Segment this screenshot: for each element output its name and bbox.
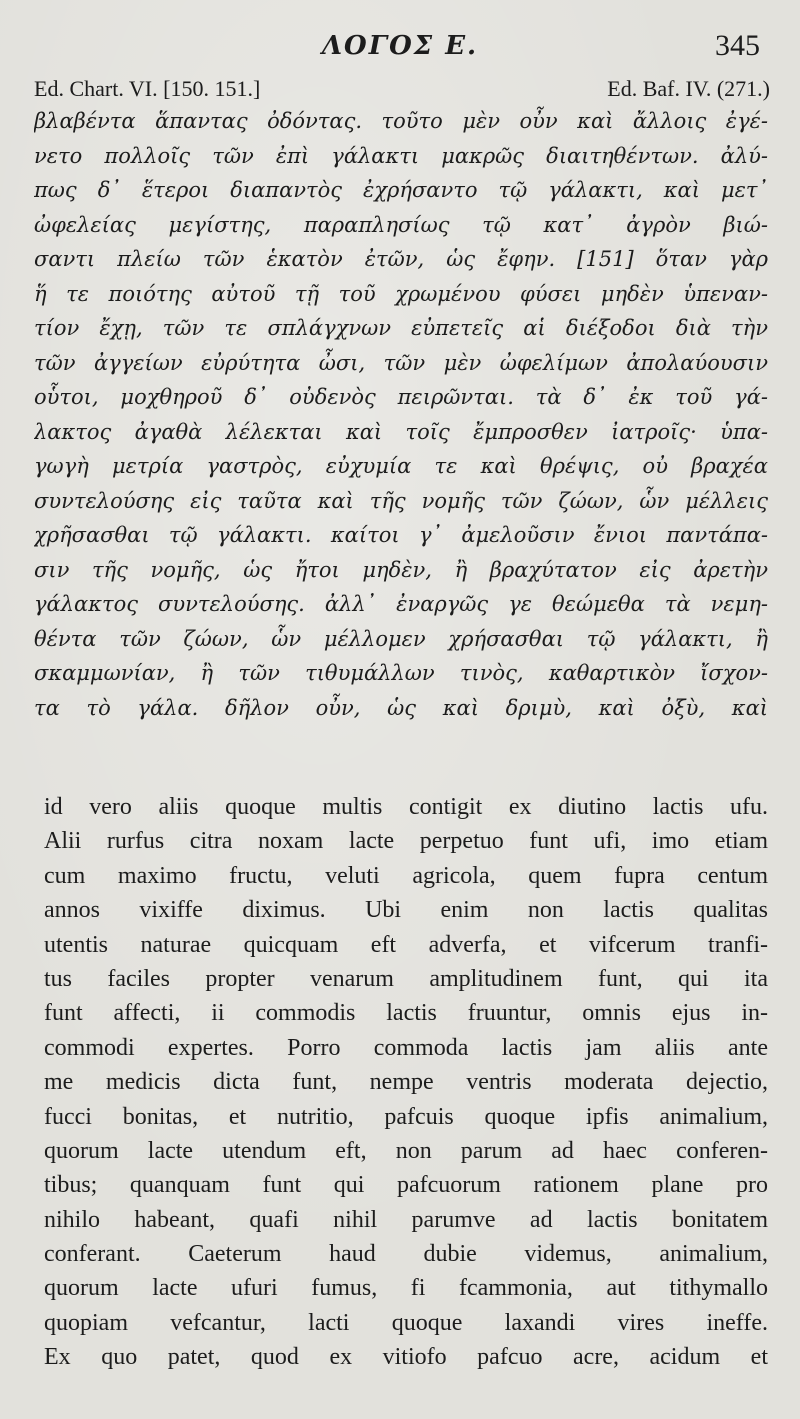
greek-text-line: χρῆσασθαι τῷ γάλακτι. καίτοι γ᾽ ἀμελοῦσιν ἔνιοι παντάπα-	[34, 523, 768, 547]
latin-text-line: utentis naturae quicquam eft adverfa, et vifcerum tranfi-	[44, 931, 768, 958]
latin-text-line: commodi expertes. Porro commoda lactis jam aliis ante	[44, 1034, 768, 1061]
latin-text-line: tus faciles propter venarum amplitudinem funt, qui ita	[44, 965, 768, 992]
latin-text-line: funt affecti, ii commodis lactis fruuntur, omnis ejus in-	[44, 1000, 768, 1027]
greek-text-line: γωγὴ μετρία γαστρὸς, εὐχυμία τε καὶ θρέψις, οὐ βραχέα	[34, 454, 768, 478]
latin-text-line: annos vixiffe diximus. Ubi enim non lactis qualitas	[44, 897, 768, 924]
greek-text-line: τίον ἔχῃ, τῶν τε σπλάγχνων εὐπετεῖς αἱ διέξοδοι διὰ τὴν	[34, 316, 768, 340]
latin-text-line: quorum lacte ufuri fumus, fi fcammonia, aut tithymallo	[44, 1275, 768, 1302]
greek-text-line: βλαβέντα ἅπαντας ὀδόντας. τοῦτο μὲν οὖν καὶ ἄλλοις ἐγέ-	[34, 109, 768, 133]
edition-reference-right: Ed. Baf. IV. (271.)	[607, 76, 770, 101]
latin-text-line: id vero aliis quoque multis contigit ex diutino lactis ufu.	[44, 794, 768, 820]
greek-text-line: πως δ᾽ ἕτεροι διαπαντὸς ἐχρήσαντο τῷ γάλακτι, καὶ μετ᾽	[34, 178, 768, 202]
latin-text-line: conferant. Caeterum haud dubie videmus, animalium,	[44, 1241, 768, 1268]
latin-text-line: quorum lacte utendum eft, non parum ad haec conferen-	[44, 1137, 768, 1164]
latin-text-line: Alii rurfus citra noxam lacte perpetuo funt ufi, imo etiam	[44, 828, 768, 855]
greek-text-line: σιν τῆς νομῆς, ὡς ἤτοι μηδὲν, ἢ βραχύτατον εἰς ἀρετὴν	[34, 557, 768, 582]
greek-text-line: ὠφελείας μεγίστης, παραπλησίως τῷ κατ᾽ ἀγρὸν βιώ-	[34, 212, 768, 237]
greek-text-line: ἥ τε ποιότης αὐτοῦ τῇ τοῦ χρωμένου φύσει μηδὲν ὑπεναν-	[34, 281, 768, 306]
greek-text-line: θέντα τῶν ζώων, ὧν μέλλομεν χρήσασθαι τῷ γάλακτι, ἢ	[34, 626, 768, 651]
latin-text-line: cum maximo fructu, veluti agricola, quem fupra centum	[44, 862, 768, 889]
greek-text-line: τῶν ἀγγείων εὐρύτητα ὦσι, τῶν μὲν ὠφελίμων ἀπολαύουσιν	[34, 350, 768, 375]
greek-text-line: σαντι πλείω τῶν ἑκατὸν ἐτῶν, ὡς ἔφην. [151] ὅταν γὰρ	[34, 247, 768, 271]
greek-text-block	[34, 104, 768, 725]
greek-text-line: οὗτοι, μοχθηροῦ δ᾽ οὐδενὸς πειρῶνται. τὰ δ᾽ ἐκ τοῦ γά-	[34, 385, 768, 409]
greek-text-line: σκαμμωνίαν, ἢ τῶν τιθυμάλλων τινὸς, καθαρτικὸν ἴσχον-	[34, 661, 768, 685]
latin-text-line: fucci bonitas, et nutritio, pafcuis quoque ipfis animalium,	[44, 1103, 768, 1130]
latin-text-block	[44, 790, 768, 1375]
greek-text-line: συντελούσης εἰς ταῦτα καὶ τῆς νομῆς τῶν ζώων, ὧν μέλλεις	[34, 488, 768, 513]
latin-text-line: tibus; quanquam funt qui pafcuorum rationem plane pro	[44, 1172, 768, 1199]
edition-reference-left: Ed. Chart. VI. [150. 151.]	[34, 76, 261, 101]
greek-text-line: νετο πολλοῖς τῶν ἐπὶ γάλακτι μακρῶς διαιτηθέντων. ἀλύ-	[34, 143, 768, 168]
greek-text-line: τα τὸ γάλα. δῆλον οὖν, ὡς καὶ δριμὺ, καὶ ὀξὺ, καὶ	[34, 695, 768, 720]
latin-text-line: me medicis dicta funt, nempe ventris moderata dejectio,	[44, 1069, 768, 1096]
latin-text-line: Ex quo patet, quod ex vitiofo pafcuo acre, acidum et	[44, 1344, 768, 1371]
edition-references	[34, 74, 770, 104]
greek-text-line: λακτος ἀγαθὰ λέλεκται καὶ τοῖς ἔμπροσθεν ἰατροῖς· ὑπα-	[34, 419, 768, 444]
greek-text-line: γάλακτος συντελούσης. ἀλλ᾽ ἐναργῶς γε θεώμεθα τὰ νεμη-	[34, 592, 768, 616]
latin-text-line: nihilo habeant, quafi nihil parumve ad lactis bonitatem	[44, 1206, 768, 1233]
latin-text-line: quopiam vefcantur, lacti quoque laxandi vires ineffe.	[44, 1309, 768, 1336]
page-number: 345	[715, 29, 760, 62]
running-title: ΛΟΓΟΣ Ε.	[321, 31, 479, 61]
